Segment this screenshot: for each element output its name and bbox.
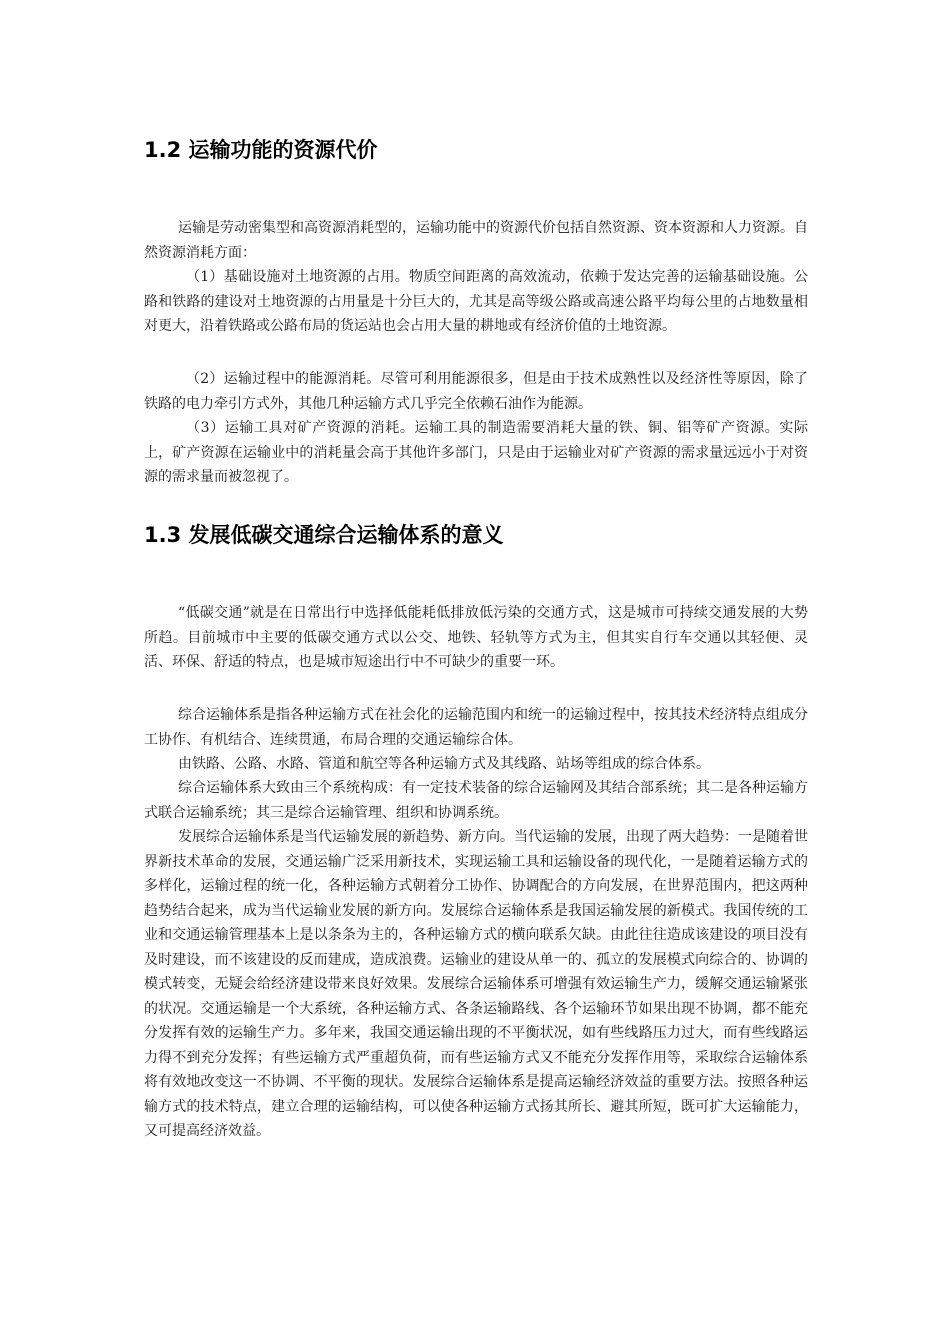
section-heading-1-3: 1.3 发展低碳交通综合运输体系的意义 (144, 523, 504, 547)
paragraph-integrated-transport-definition: 综合运输体系是指各种运输方式在社会化的运输范围内和统一的运输过程中，按其技术经济特点组成分工协作、有机结合、连续贯通，布局合理的交通运输综合体。 (144, 707, 808, 748)
paragraph-mineral-resource: （3）运输工具对矿产资源的消耗。运输工具的制造需要消耗大量的铁、铜、铝等矿产资源。实际上，矿产资源在运输业中的消耗量会高于其他许多部门，只是由于运输业对矿产资源的需求量远远小于对资源的需求量而被忽视了。 (144, 420, 808, 485)
paragraph-development-significance: 发展综合运输体系是当代运输发展的新趋势、新方向。当代运输的发展，出现了两大趋势：一是随着世界新技术革命的发展，交通运输广泛采用新技术，实现运输工具和运输设备的现代化，一是随着运输方式的多样化，运输过程的统一化，各种运输方式朝着分工协作、协调配合的方向发展，在世界范围内，把这两种趋势结合起来，成为当代运输业发展的新方向。发展综合运输体系是我国运输发展的新模式。我国传统的工业和交通运输管理基本上是以条条为主的，各种运输方式的横向联系欠缺。由此往往造成该建设的项目没有及时建设，而不该建设的反而建成，造成浪费。运输业的建设从单一的、孤立的发展模式向综合的、协调的模式转变，无疑会给经济建设带来良好效果。发展综合运输体系可增强有效运输生产力，缓解交通运输紧张的状况。交通运输是一个大系统，各种运输方式、各条运输路线、各个运输环节如果出现不协调，都不能充分发挥有效的运输生产力。多年来，我国交通运输出现的不平衡状况，如有些线路压力过大，而有些线路运力得不到充分发挥；有些运输方式严重超负荷，而有些运输方式又不能充分发挥作用等，采取综合运输体系将有效地改变这一不协调、不平衡的现状。发展综合运输体系是提高运输经济效益的重要方法。按照各种运输方式的技术特点，建立合理的运输结构，可以使各种运输方式扬其所长、避其所短，既可扩大运输能力，又可提高经济效益。 (144, 829, 808, 1139)
paragraph-land-resource: （1）基础设施对土地资源的占用。物质空间距离的高效流动，依赖于发达完善的运输基础设施。公路和铁路的建设对土地资源的占用量是十分巨大的，尤其是高等级公路或高速公路平均每公里的占地数量相对更大，沿着铁路或公路布局的货运站也会占用大量的耕地或有经济价值的土地资源。 (144, 269, 808, 334)
paragraph-three-systems: 综合运输体系大致由三个系统构成：有一定技术装备的综合运输网及其结合部系统；其二是各种运输方式联合运输系统；其三是综合运输管理、组织和协调系统。 (144, 780, 808, 821)
paragraph-energy-consumption: （2）运输过程中的能源消耗。尽管可利用能源很多，但是由于技术成熟性以及经济性等原因，除了铁路的电力牵引方式外，其他几种运输方式几乎完全依赖石油作为能源。 (144, 371, 808, 412)
section-heading-1-2: 1.2 运输功能的资源代价 (144, 138, 378, 162)
paragraph-low-carbon-transport: “低碳交通”就是在日常出行中选择低能耗低排放低污染的交通方式，这是城市可持续交通发展的大势所趋。目前城市中主要的低碳交通方式以公交、地铁、轻轨等方式为主，但其实自行车交通以其轻便、灵活、环保、舒适的特点，也是城市短途出行中不可缺少的重要一环。 (144, 605, 808, 670)
paragraph-transport-modes: 由铁路、公路、水路、管道和航空等各种运输方式及其线路、站场等组成的综合体系。 (178, 756, 710, 772)
paragraph-resource-cost-intro: 运输是劳动密集型和高资源消耗型的，运输功能中的资源代价包括自然资源、资本资源和人力资源。自然资源消耗方面： (144, 220, 808, 261)
